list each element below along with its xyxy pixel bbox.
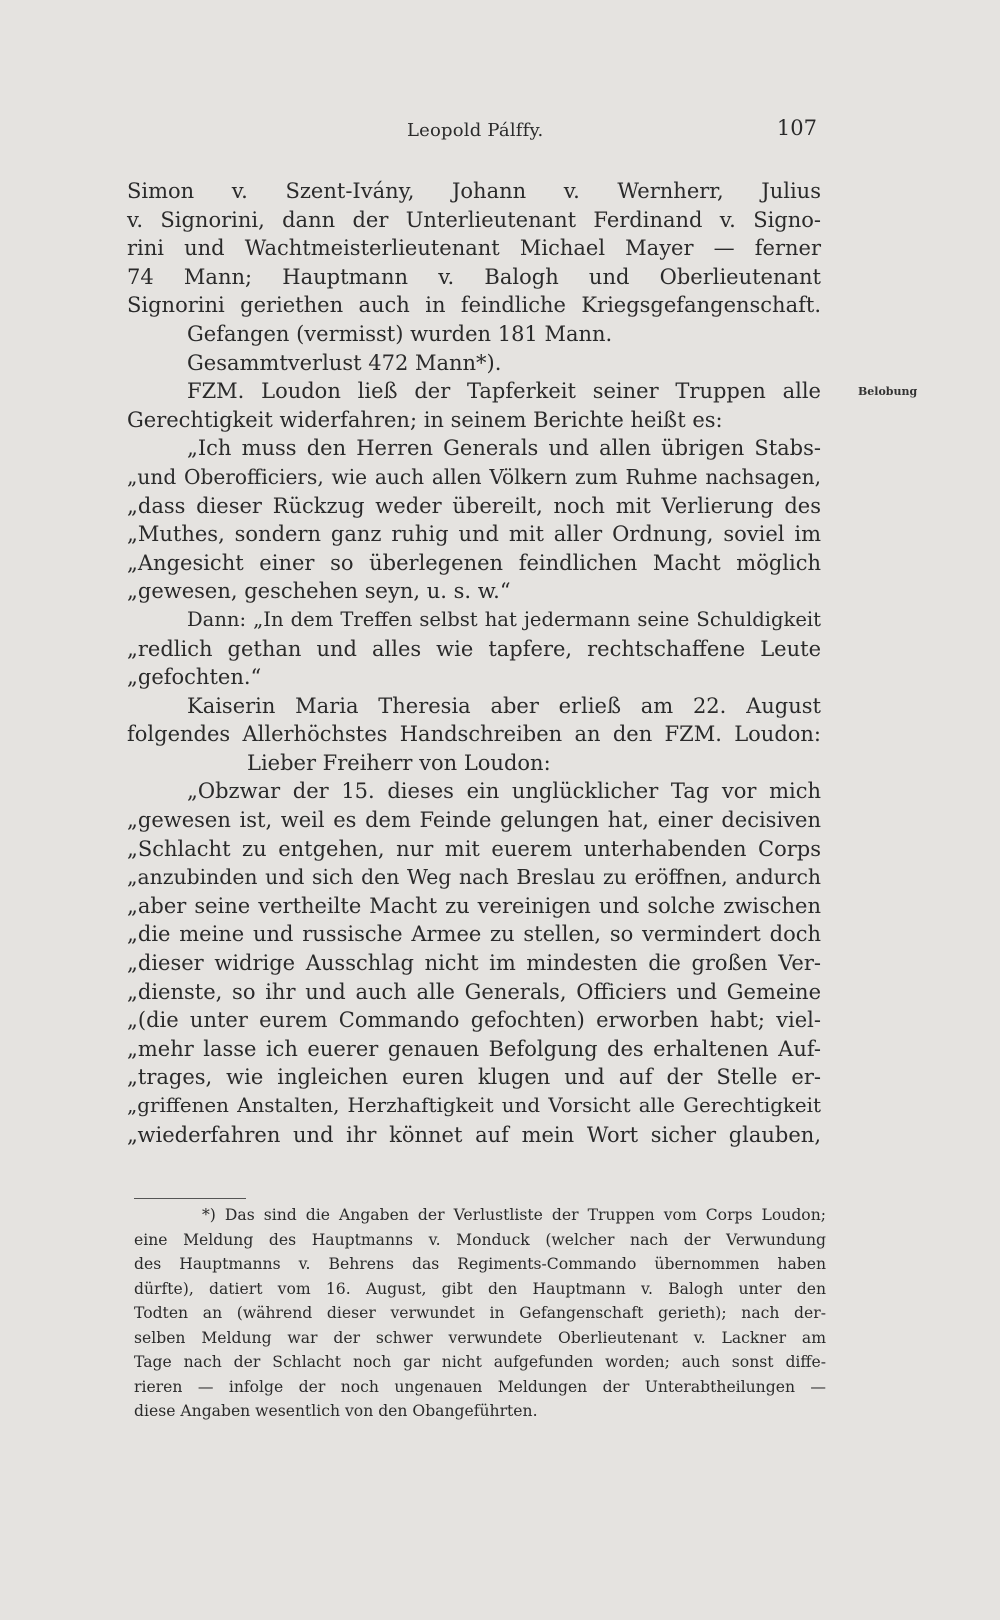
text-line: „anzubinden und sich den Weg nach Breslau zu eröffnen, andurch <box>127 865 821 890</box>
footnote-line: diese Angaben wesentlich von den Obangeführten. <box>134 1402 538 1420</box>
text-line: „Muthes, sondern ganz ruhig und mit aller Ordnung, soviel im <box>127 522 821 547</box>
text-line: „griffenen Anstalten, Herzhaftigkeit und Vorsicht alle Gerechtigkeit <box>127 1094 821 1117</box>
text-line: Gefangen (vermisst) wurden 181 Mann. <box>187 321 613 346</box>
text-line: Gerechtigkeit widerfahren; in seinem Berichte heißt es: <box>127 407 723 432</box>
text-line: „wiederfahren und ihr könnet auf mein Wort sicher glauben, <box>127 1122 821 1147</box>
text-line: „dass dieser Rückzug weder übereilt, noch mit Verlierung des <box>127 493 821 518</box>
text-line: 74 Mann; Hauptmann v. Balogh und Oberlieutenant <box>127 264 821 289</box>
text-line: „und Oberofficiers, wie auch allen Völkern zum Ruhme nachsagen, <box>127 464 821 489</box>
running-title: Leopold Pálffy. <box>407 120 544 141</box>
footnotes <box>134 1203 826 1424</box>
footnote-line: *) Das sind die Angaben der Verlustliste der Truppen vom Corps Loudon; <box>202 1206 826 1224</box>
text-line: folgendes Allerhöchstes Handschreiben an den FZM. Loudon: <box>127 722 821 747</box>
margin-note: Belobung <box>858 385 918 398</box>
footnote-line: eine Meldung des Hauptmanns v. Monduck (welcher nach der Verwundung <box>134 1230 826 1249</box>
text-line: v. Signorini, dann der Unterlieutenant Ferdinand v. Signo- <box>127 207 821 232</box>
text-line: Lieber Freiherr von Loudon: <box>247 750 551 775</box>
footnote-line: des Hauptmanns v. Behrens das Regiments-Commando übernommen haben <box>134 1255 826 1273</box>
text-line: Signorini geriethen auch in feindliche Kriegsgefangenschaft. <box>127 293 821 318</box>
text-line: „gewesen, geschehen seyn, u. s. w.“ <box>127 579 511 604</box>
text-line: „Obzwar der 15. dieses ein unglücklicher Tag vor mich <box>187 779 821 804</box>
running-head <box>127 116 817 146</box>
footnote-line: Tage nach der Schlacht noch gar nicht aufgefunden worden; auch sonst diffe- <box>134 1353 826 1371</box>
text-line: „Angesicht einer so überlegenen feindlichen Macht möglich <box>127 550 821 575</box>
text-line: „dienste, so ihr und auch alle Generals, Officiers und Gemeine <box>127 979 821 1004</box>
text-line: „dieser widrige Ausschlag nicht im mindesten die großen Ver- <box>127 951 821 976</box>
footnote-line: rieren — infolge der noch ungenauen Meldungen der Unterabtheilungen — <box>134 1377 826 1396</box>
text-line: „redlich gethan und alles wie tapfere, rechtschaffene Leute <box>127 636 821 661</box>
text-line: rini und Wachtmeisterlieutenant Michael Mayer — ferner <box>127 236 821 261</box>
text-line: „Ich muss den Herren Generals und allen übrigen Stabs- <box>187 436 821 461</box>
footnote-line: dürfte), datiert vom 16. August, gibt den Hauptmann v. Balogh unter den <box>134 1279 826 1298</box>
text-line: „gewesen ist, weil es dem Feinde gelungen hat, einer decisiven <box>127 808 821 833</box>
footnote-line: selben Meldung war der schwer verwundete Oberlieutenant v. Lackner am <box>134 1328 826 1347</box>
text-line: Gesammtverlust 472 Mann*). <box>187 350 502 375</box>
footnote-line: Todten an (während dieser verwundet in Gefangenschaft gerieth); nach der- <box>134 1304 826 1322</box>
text-line: FZM. Loudon ließ der Tapferkeit seiner Truppen alle <box>187 379 821 404</box>
text-line: „mehr lasse ich euerer genauen Befolgung des erhaltenen Auf- <box>127 1036 821 1061</box>
text-line: „die meine und russische Armee zu stellen, so vermindert doch <box>127 922 821 947</box>
text-line: „aber seine vertheilte Macht zu vereinigen und solche zwischen <box>127 893 821 918</box>
footnote-rule <box>134 1198 246 1199</box>
text-line: „trages, wie ingleichen euren klugen und auf der Stelle er- <box>127 1065 821 1090</box>
text-line: Simon v. Szent-Ivány, Johann v. Wernherr, Julius <box>127 179 821 203</box>
text-line: Dann: „In dem Treffen selbst hat jedermann seine Schuldigkeit <box>187 607 821 631</box>
text-line: „(die unter eurem Commando gefochten) erworben habt; viel- <box>127 1008 821 1033</box>
body-text <box>127 177 821 1149</box>
text-line: „Schlacht zu entgehen, nur mit euerem unterhabenden Corps <box>127 836 821 861</box>
text-line: „gefochten.“ <box>127 665 262 690</box>
text-line: Kaiserin Maria Theresia aber erließ am 22. August <box>187 693 821 718</box>
page-number: 107 <box>776 116 817 140</box>
